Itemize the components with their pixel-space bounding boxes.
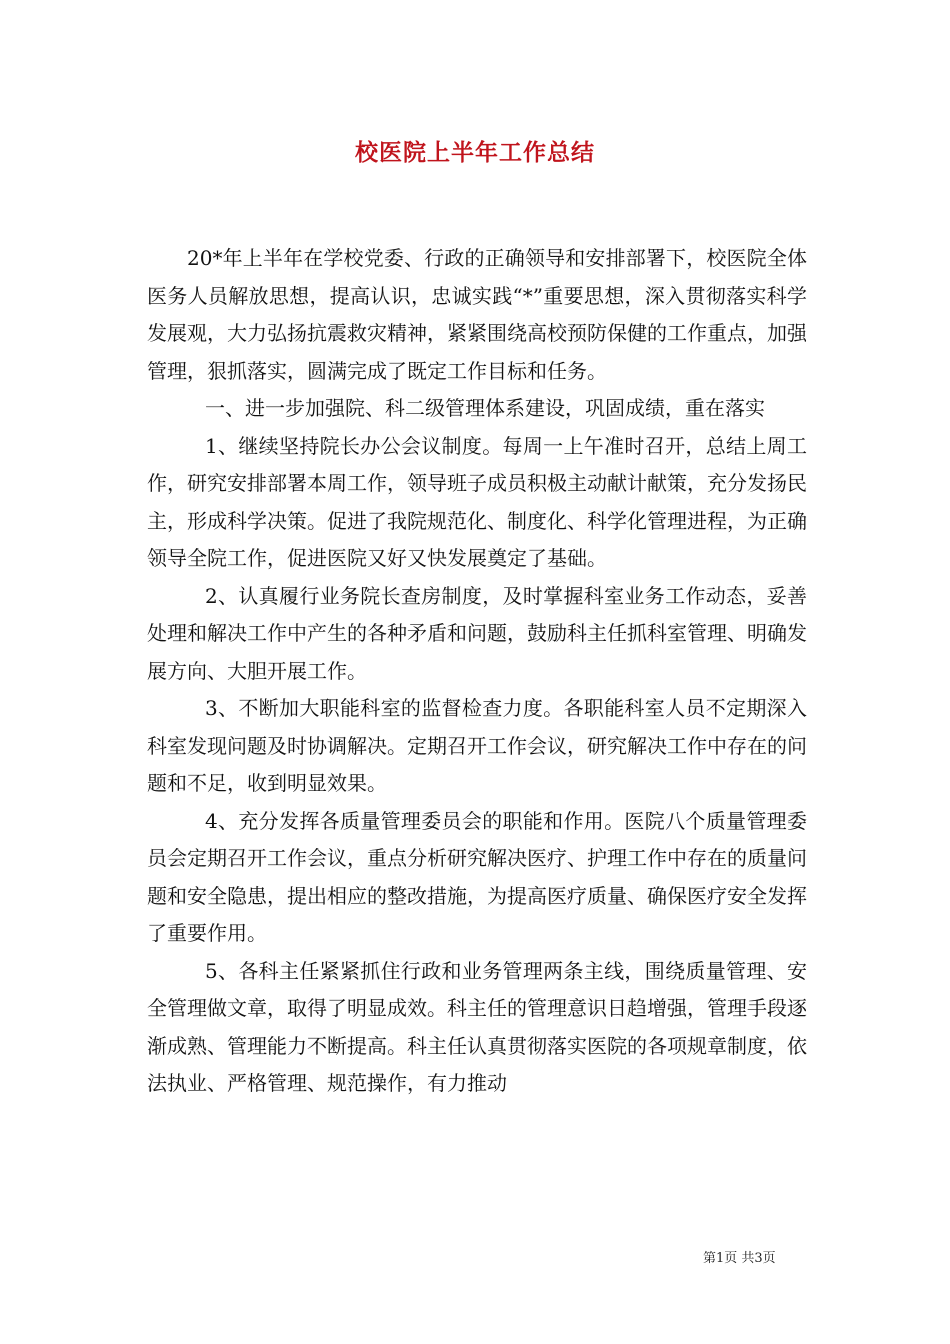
list-item-5: 5、各科主任紧紧抓住行政和业务管理两条主线，围绕质量管理、安全管理做文章，取得了明显成效。科主任的管理意识日趋增强，管理手段逐渐成熟、管理能力不断提高。科主任认真贯彻落实医院的各项规章制度，依法执业、严格管理、规范操作，有力推动 <box>147 958 807 1095</box>
document-body <box>147 240 807 1103</box>
list-item-3: 3、不断加大职能科室的监督检查力度。各职能科室人员不定期深入科室发现问题及时协调解决。定期召开工作会议，研究解决工作中存在的问题和不足，收到明显效果。 <box>147 696 807 795</box>
list-item-1: 1、继续坚持院长办公会议制度。每周一上午准时召开，总结上周工作，研究安排部署本周工作，领导班子成员积极主动献计献策，充分发扬民主，形成科学决策。促进了我院规范化、制度化、科学化管理进程，为正确领导全院工作，促进医院又好又快发展奠定了基础。 <box>147 433 807 570</box>
list-item-2: 2、认真履行业务院长查房制度，及时掌握科室业务工作动态，妥善处理和解决工作中产生的各种矛盾和问题，鼓励科主任抓科室管理、明确发展方向、大胆开展工作。 <box>147 583 807 683</box>
intro-paragraph: 20*年上半年在学校党委、行政的正确领导和安排部署下，校医院全体医务人员解放思想，提高认识，忠诚实践“*”重要思想，深入贯彻落实科学发展观，大力弘扬抗震救灾精神，紧紧围绕高校预防保健的工作重点，加强管理，狠抓落实，圆满完成了既定工作目标和任务。 <box>147 246 807 383</box>
document-title: 校医院上半年工作总结 <box>355 139 595 166</box>
section-heading-1: 一、进一步加强院、科二级管理体系建设，巩固成绩，重在落实 <box>205 396 765 420</box>
page-number: 第1页 共3页 <box>703 1251 776 1266</box>
list-item-4: 4、充分发挥各质量管理委员会的职能和作用。医院八个质量管理委员会定期召开工作会议，重点分析研究解决医疗、护理工作中存在的质量问题和安全隐患，提出相应的整改措施，为提高医疗质量、确保医疗安全发挥了重要作用。 <box>147 808 807 945</box>
